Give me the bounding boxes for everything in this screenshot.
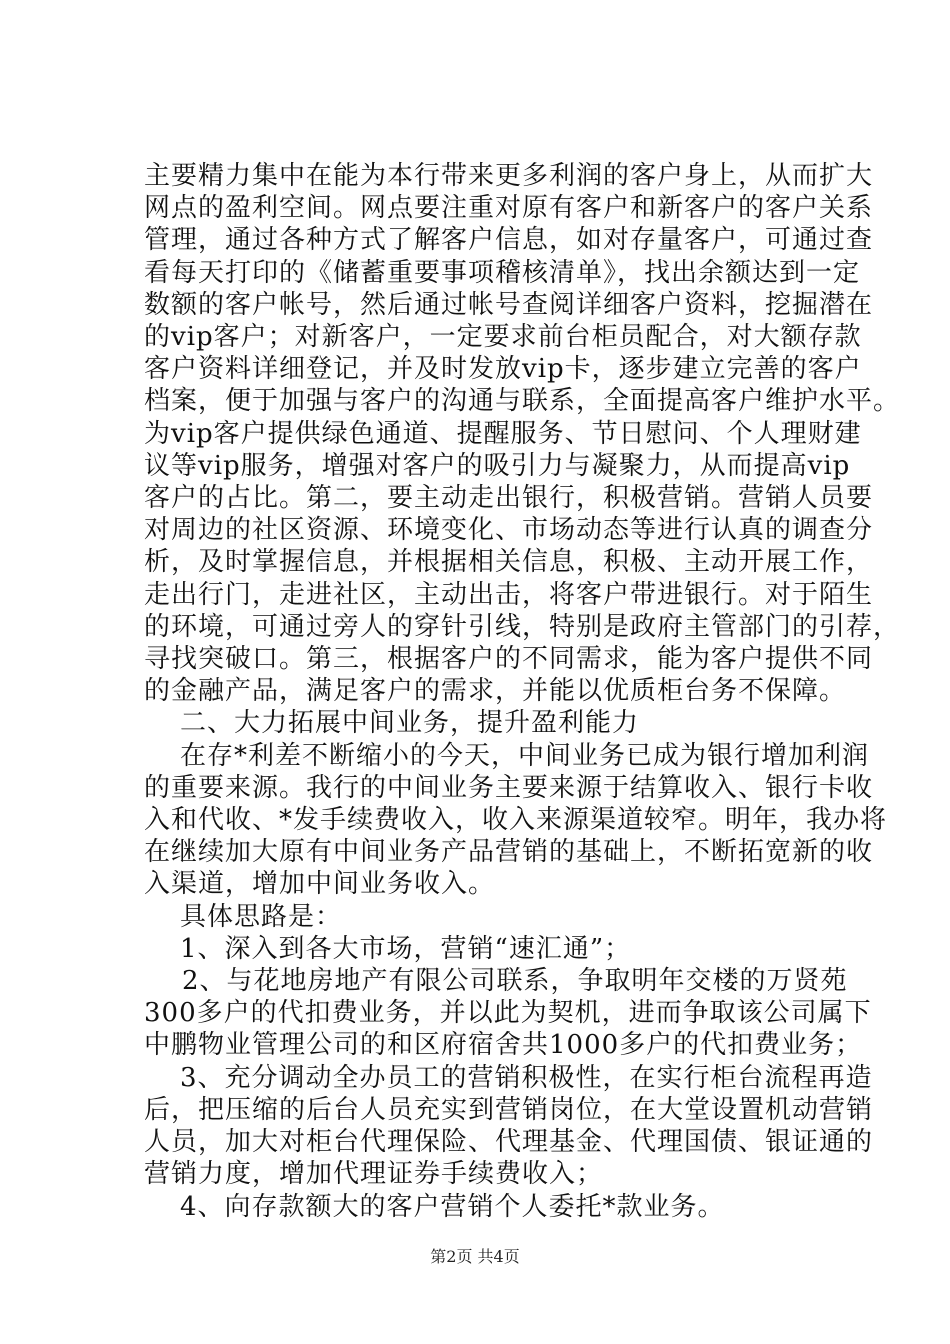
paragraph-start: 在存*利差不断缩小的今天，中间业务已成为银行增加利润: [180, 740, 870, 771]
text-line: 300多户的代扣费业务，并以此为契机，进而争取该公司属下: [144, 998, 872, 1029]
text-line: 的环境，可通过旁人的穿针引线，特别是政府主管部门的引荐，: [144, 611, 901, 642]
text-line: 析，及时掌握信息，并根据相关信息，积极、主动开展工作，: [144, 547, 874, 578]
document-body: [144, 160, 901, 1223]
text-line: 数额的客户帐号，然后通过帐号查阅详细客户资料，挖掘潜在: [144, 289, 874, 320]
text-line: 人员，加大对柜台代理保险、代理基金、代理国债、银证通的: [144, 1127, 874, 1158]
text-line: 入和代收、*发手续费收入，收入来源渠道较窄。明年，我办将: [144, 805, 888, 836]
list-item: 2、与花地房地产有限公司联系，争取明年交楼的万贤苑: [182, 966, 848, 997]
text-line: 中鹏物业管理公司的和区府宿舍共1000多户的代扣费业务；: [144, 1030, 863, 1061]
text-line: 寻找突破口。第三，根据客户的不同需求，能为客户提供不同: [144, 644, 874, 675]
list-item: 1、深入到各大市场，营销“速汇通”；: [180, 933, 632, 964]
list-item: 3、充分调动全办员工的营销积极性，在实行柜台流程再造: [180, 1062, 873, 1093]
text-line: 的vip客户；对新客户，一定要求前台柜员配合，对大额存款: [144, 322, 862, 353]
text-line: 走出行门，走进社区，主动出击，将客户带进银行。对于陌生: [144, 579, 874, 610]
text-line: 网点的盈利空间。网点要注重对原有客户和新客户的客户关系: [144, 193, 874, 224]
text-line: 后，把压缩的后台人员充实到营销岗位，在大堂设置机动营销: [144, 1094, 874, 1125]
text-line: 在继续加大原有中间业务产品营销的基础上，不断拓宽新的收: [144, 837, 874, 868]
page-footer: 第2页 共4页: [430, 1247, 520, 1266]
text-line: 的金融产品，满足客户的需求，并能以优质柜台务不保障。: [144, 676, 847, 707]
text-line: 对周边的社区资源、环境变化、市场动态等进行认真的调查分: [144, 515, 874, 546]
list-item: 4、向存款额大的客户营销个人委托*款业务。: [180, 1191, 725, 1222]
text-line: 的重要来源。我行的中间业务主要来源于结算收入、银行卡收: [144, 772, 874, 803]
paragraph-start: 具体思路是：: [180, 901, 343, 932]
text-line: 看每天打印的《储蓄重要事项稽核清单》，找出余额达到一定: [144, 257, 861, 288]
text-line: 主要精力集中在能为本行带来更多利润的客户身上，从而扩大: [144, 161, 874, 191]
section-heading: 二、大力拓展中间业务，提升盈利能力: [180, 708, 640, 739]
text-line: 入渠道，增加中间业务收入。: [144, 869, 496, 900]
text-line: 客户的占比。第二，要主动走出银行，积极营销。营销人员要: [144, 483, 874, 514]
text-line: 营销力度，增加代理证券手续费收入；: [144, 1159, 604, 1190]
text-line: 客户资料详细登记，并及时发放vip卡，逐步建立完善的客户: [144, 354, 862, 385]
text-line: 议等vip服务，增强对客户的吸引力与凝聚力，从而提高vip: [144, 450, 851, 481]
text-line: 档案，便于加强与客户的沟通与联系，全面提高客户维护水平。: [144, 386, 901, 417]
text-line: 为vip客户提供绿色通道、提醒服务、节日慰问、个人理财建: [144, 418, 862, 449]
text-line: 管理，通过各种方式了解客户信息，如对存量客户，可通过查: [144, 225, 874, 256]
